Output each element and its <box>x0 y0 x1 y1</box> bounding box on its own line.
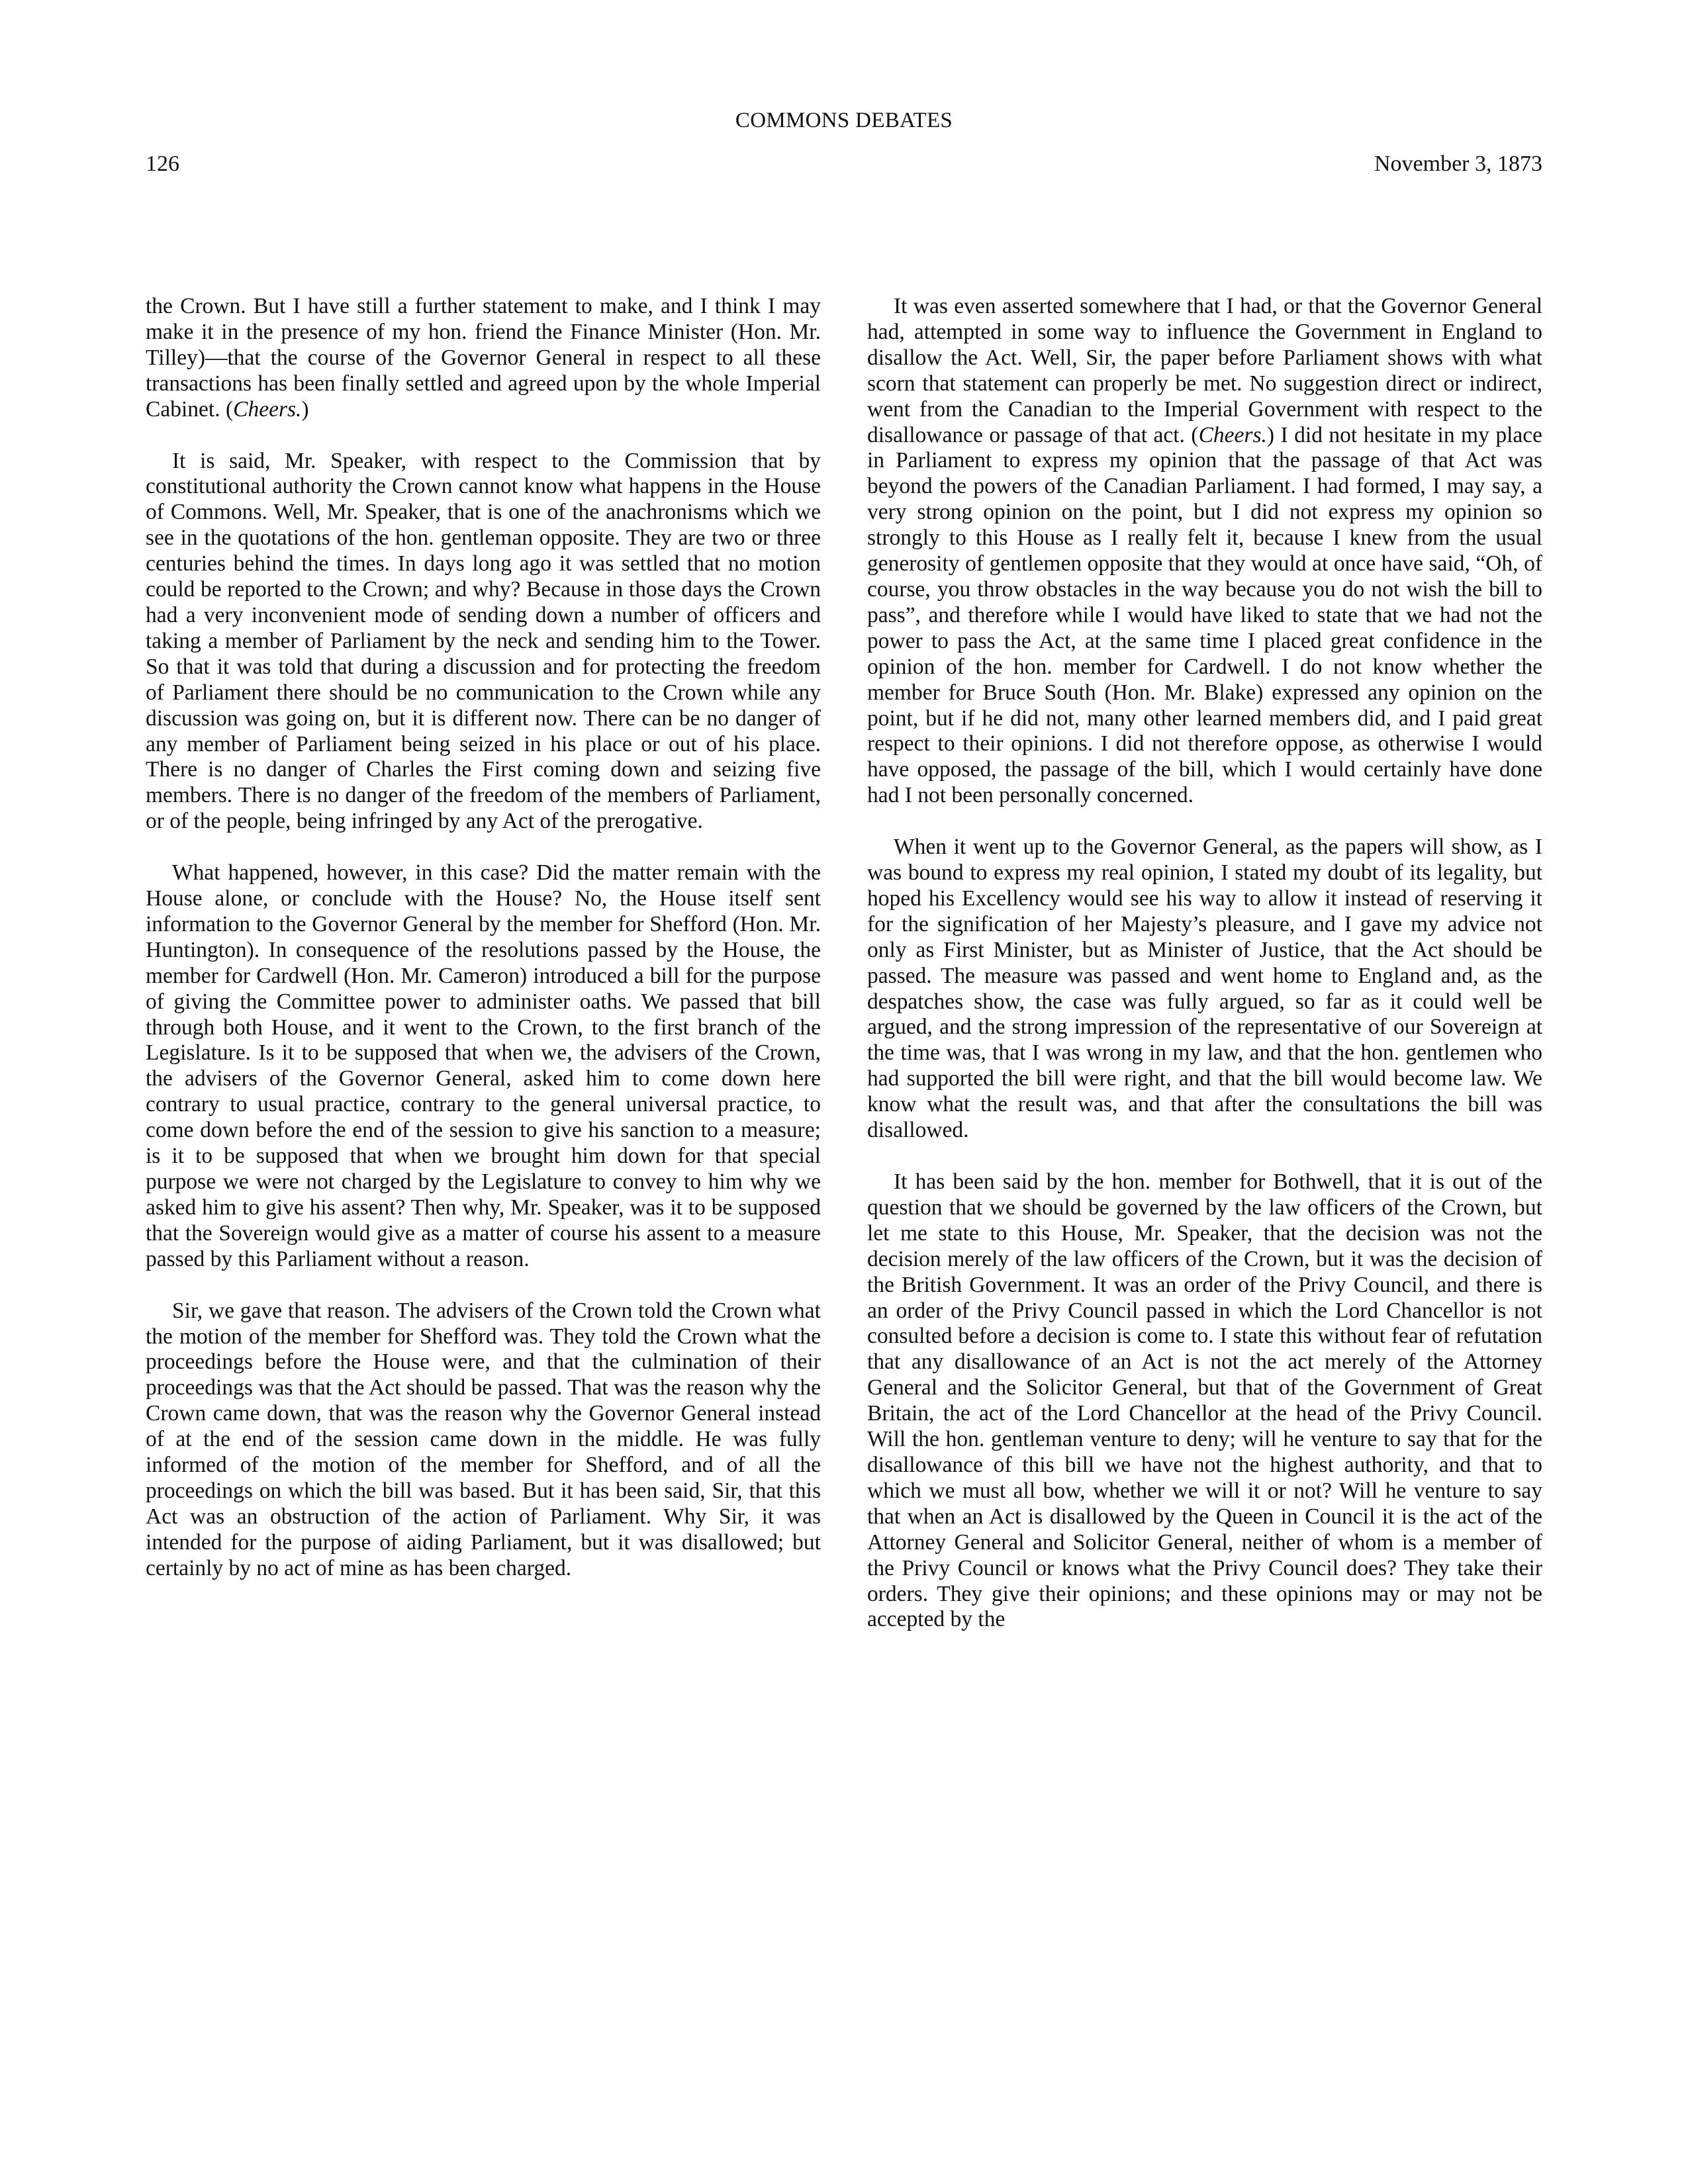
paragraph <box>146 860 821 1273</box>
left-column <box>146 294 821 1608</box>
paragraph-text: the Crown. But I have still a further statement to make, and I think I may make it in the presence of my hon. friend the Finance Minister (Hon. Mr. Tilley)—that the course of the Governor General in respect to all these transactions has been finally settled and agreed upon by the whole Imperial Cabinet. ( <box>146 294 821 422</box>
paragraph <box>867 835 1542 1144</box>
paragraph-text: ) I did not hesitate in my place in Parliament to express my opinion that the passage of that Act was beyond the powers of the Canadian Parliament. I had formed, I may say, a very strong opinion on the point, but I did not express my opinion so strongly to this House as I really felt it, because I knew from the usual generosity of gentlemen opposite that they would at once have said, “Oh, of course, you throw obstacles in the way because you do not wish the bill to pass”, and therefore while I would have liked to state that we had not the power to pass the Act, at the same time I placed great confidence in the opinion of the hon. member for Cardwell. I do not know whether the member for Bruce South (Hon. Mr. Blake) expressed any opinion on the point, but if he did not, many other learned members did, and I paid great respect to their opinions. I did not therefore oppose, as otherwise I would have opposed, the passage of the bill, which I would certainly have done had I not been personally concerned. <box>867 422 1542 808</box>
paragraph-text: What happened, however, in this case? Did the matter remain with the House alone, or conclude with the House? No, the House itself sent information to the Governor General by the member for Shefford (Hon. Mr. Huntington). In consequence of the resolutions passed by the House, the member for Cardwell (Hon. Mr. Cameron) introduced a bill for the purpose of giving the Committee power to administer oaths. We passed that bill through both House, and it went to the Crown, to the first branch of the Legislature. Is it to be supposed that when we, the advisers of the Crown, the advisers of the Governor General, asked him to come down here contrary to usual practice, contrary to the general universal practice, to come down before the end of the session to give his sanction to a measure; is it to be supposed that when we brought him down for that special purpose we were not charged by the Legislature to convey to him why we asked him to give his assent? Then why, Mr. Speaker, was it to be supposed that the Sovereign would give as a matter of course his assent to a measure passed by this Parliament without a reason. <box>146 860 821 1271</box>
paragraph-text: ) <box>301 396 309 422</box>
page-date: November 3, 1873 <box>1374 152 1542 176</box>
right-column <box>867 294 1542 1659</box>
paragraph-text: Sir, we gave that reason. The advisers of the Crown told the Crown what the motion of the member for Shefford was. They told the Crown what the proceedings before the House were, and that the culmination of their proceedings was that the Act should be passed. That was the reason why the Crown came down, that was the reason why the Governor General instead of at the end of the session came down in the middle. He was fully informed of the motion of the member for Shefford, and of all the proceedings on which the bill was based. But it has been said, Sir, that this Act was an obstruction of the action of Parliament. Why Sir, it was intended for the purpose of aiding Parliament, but it was disallowed; but certainly by no act of mine as has been charged. <box>146 1298 821 1580</box>
paragraph <box>146 449 821 835</box>
paragraph <box>867 1169 1542 1633</box>
paragraph-text: It is said, Mr. Speaker, with respect to the Commission that by constitutional authority the Crown cannot know what happens in the House of Commons. Well, Mr. Speaker, that is one of the anachronisms which we see in the quotations of the hon. gentleman opposite. They are two or three centuries behind the times. In days long ago it was settled that no motion could be reported to the Crown; and why? Because in those days the Crown had a very inconvenient mode of sending down a number of officers and taking a member of Parliament by the neck and sending him to the Tower. So that it was told that during a discussion and for protecting the freedom of Parliament there should be no communication to the Crown while any discussion was going on, but it is different now. There can be no danger of any member of Parliament being seized in his place or out of his place. There is no danger of Charles the First coming down and seizing five members. There is no danger of the freedom of the members of Parliament, or of the people, being infringed by any Act of the prerogative. <box>146 448 821 834</box>
paragraph-text: When it went up to the Governor General, as the papers will show, as I was bound to express my real opinion, I stated my doubt of its legality, but hoped his Excellency would see his way to allow it instead of reserving it for the signification of her Majesty’s pleasure, and I gave my advice not only as First Minister, but as Minister of Justice, that the Act should be passed. The measure was passed and went home to England and, as the despatches show, the case was fully argued, so far as it could well be argued, and the strong impression of the representative of our Sovereign at the time was, that I was wrong in my law, and that the hon. gentlemen who had supported the bill were right, and that the bill would become law. We know what the result was, and that after the consultations the bill was disallowed. <box>867 835 1542 1143</box>
running-title: COMMONS DEBATES <box>735 109 953 132</box>
paragraph <box>867 294 1542 809</box>
paragraph-text: It has been said by the hon. member for Bothwell, that it is out of the question that we should be governed by the law officers of the Crown, but let me state to this House, Mr. Speaker, that the decision was not the decision merely of the law officers of the Crown, but it was the decision of the British Government. It was an order of the Privy Council, and there is an order of the Privy Council passed in which the Lord Chancellor is not consulted before a decision is come to. I state this without fear of refutation that any disallowance of an Act is not the act merely of the Attorney General and the Solicitor General, but that of the Government of Great Britain, the act of the Lord Chancellor at the head of the Privy Council. Will the hon. gentleman venture to deny; will he venture to say that for the disallowance of this bill we have not the highest authority, and that to which we must all bow, whether we will it or not? Will he venture to say that when an Act is disallowed by the Queen in Council it is the act of the Attorney General and Solicitor General, neither of whom is a member of the Privy Council or knows what the Privy Council does? They take their orders. They give their opinions; and these opinions may or may not be accepted by the <box>867 1169 1542 1632</box>
paragraph-text: It was even asserted somewhere that I had, or that the Governor General had, attempted in some way to influence the Government in England to disallow the Act. Well, Sir, the paper before Parliament shows with what scorn that statement can properly be met. No suggestion direct or indirect, went from the Canadian to the Imperial Government with respect to the disallowance or passage of that act. ( <box>867 294 1542 447</box>
stage-direction: Cheers. <box>233 396 302 422</box>
page-number: 126 <box>146 152 179 176</box>
paragraph <box>146 1298 821 1582</box>
paragraph <box>146 294 821 423</box>
stage-direction: Cheers. <box>1198 422 1267 447</box>
